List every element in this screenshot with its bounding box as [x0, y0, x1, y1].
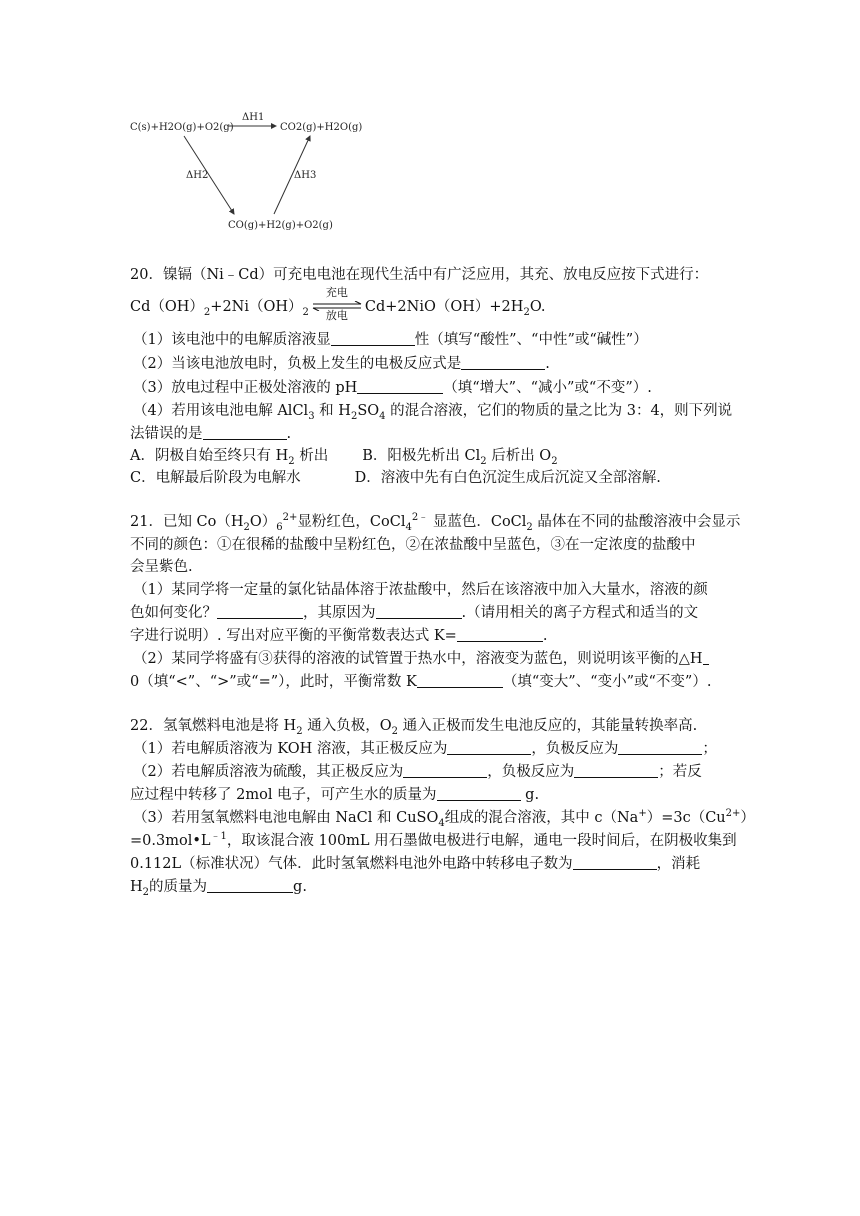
answer-blank[interactable] [703, 650, 709, 665]
q20-equation: $Cd(OH)_2+2Ni(OH)_2$ 充电 放电 $Cd+2NiO(OH)+2H_2O$. [130, 286, 546, 322]
answer-blank[interactable] [417, 673, 503, 688]
option-a[interactable]: A．阴极自始至终只有 $H_2$ 析出 [130, 448, 329, 467]
reversible-arrow-icon [311, 286, 363, 322]
q20-part4-cont: 法错误的是 . [130, 426, 292, 442]
answer-blank[interactable] [403, 763, 487, 778]
answer-blank[interactable] [203, 425, 287, 440]
q21-part1: （1）某同学将一定量的氯化钴晶体溶于浓盐酸中，然后在该溶液中加入大量水，溶液的颜 [133, 582, 708, 598]
q21-part2: （2）某同学将盛有③获得的溶液的试管置于热水中，溶液变为蓝色，则说明该平衡的△H [133, 649, 709, 669]
q21-part2-cont: 0（填“<”、“>”或“=”），此时，平衡常数 K （填“变大”、“变小”或“不变”）. [130, 674, 712, 690]
discharge-label: 放电 [325, 309, 348, 322]
enthalpy-cycle-diagram [128, 108, 368, 234]
q20-part4: （4）若用该电池电解 AlCl$_3$ 和 $H_2SO_4$ 的混合溶液，它们的物质的量之比为 3：4，则下列说 [133, 403, 733, 422]
intermediate-label: CO(g)+H2(g)+O2(g) [228, 220, 333, 231]
answer-blank[interactable] [207, 878, 293, 893]
q22-part1: （1）若电解质溶液为 KOH 溶液，其正极反应为 ，负极反应为 ； [133, 741, 717, 757]
answer-blank[interactable] [461, 355, 545, 370]
answer-blank[interactable] [376, 604, 462, 619]
dh2-label: ΔH2 [186, 170, 209, 181]
q22-part3-cont3: $H_2$的质量为 g. [130, 879, 307, 898]
dh3-label: ΔH3 [294, 170, 317, 181]
answer-blank[interactable] [217, 604, 303, 619]
option-d[interactable]: D．溶液中先有白色沉淀生成后沉淀又全部溶解. [354, 470, 661, 486]
q20-options-cd [130, 468, 661, 488]
answer-blank[interactable] [331, 331, 415, 346]
q21-stem: 21．已知 $Co(H_2O)_6^{2+}$显粉红色，CoCl$_4^{2﹣}$ 显蓝色．CoCl$_2$ 晶体在不同的盐酸溶液中会显示 [130, 512, 741, 533]
q20-part3: （3）放电过程中正极处溶液的 pH （填“增大”、“减小”或“不变”）. [133, 380, 652, 396]
q21-part1-cont2: 字进行说明）. 写出对应平衡的平衡常数表达式 K= . [130, 628, 548, 644]
option-b[interactable]: B．阳极先析出 $Cl_2$ 后析出 $O_2$ [362, 448, 558, 467]
answer-blank[interactable] [447, 740, 531, 755]
q20-stem: 20．镍镉（Ni﹣Cd）可充电电池在现代生活中有广泛应用，其充、放电反应按下式进行： [130, 267, 709, 283]
q22-part3-cont: $=0.3mol•L^{﹣1}$，取该混合液 100mL 用石墨做电极进行电解，通电一段时间后，在阴极收集到 [130, 831, 737, 849]
q22-stem: 22．氢氧燃料电池是将 $H_2$ 通入负极，$O_2$ 通入正极而发生电池反应的，其能量转换率高. [130, 718, 698, 737]
answer-blank[interactable] [437, 786, 521, 801]
charge-label: 充电 [325, 286, 348, 299]
dh1-label: ΔH1 [242, 112, 265, 123]
answer-blank[interactable] [573, 855, 657, 870]
q22-part3: （3）若用氢氧燃料电池电解由 NaCl 和 CuSO$_4$组成的混合溶液，其中 $c(Na^+)=3c(Cu^{2+})$ [133, 808, 755, 829]
q22-part2-cont: 应过程中转移了 2mol 电子，可产生水的质量为 g. [130, 787, 540, 803]
q21-part1-cont: 色如何变化？ ，其原因为 .（请用相关的离子方程式和适当的文 [130, 605, 699, 621]
q21-stem-3: 会呈紫色. [130, 559, 193, 575]
reactant-label: C(s)+H2O(g)+O2(g) [130, 122, 234, 133]
q20-part1: （1）该电池中的电解质溶液显 性（填写“酸性”、“中性”或“碱性”） [133, 332, 648, 348]
answer-blank[interactable] [357, 379, 443, 394]
q20-part2: （2）当该电池放电时，负极上发生的电极反应式是 . [133, 356, 550, 372]
answer-blank[interactable] [618, 740, 702, 755]
answer-blank[interactable] [457, 627, 543, 642]
q22-part2: （2）若电解质溶液为硫酸，其正极反应为 ，负极反应为 ；若反 [133, 764, 702, 780]
answer-blank[interactable] [574, 763, 658, 778]
q21-stem-2: 不同的颜色：①在很稀的盐酸中呈粉红色，②在浓盐酸中呈蓝色，③在一定浓度的盐酸中 [130, 537, 696, 553]
option-c[interactable]: C．电解最后阶段为电解水 [130, 470, 301, 486]
product-label: CO2(g)+H2O(g) [280, 122, 363, 133]
q22-part3-cont2: 0.112L（标准状况）气体．此时氢氧燃料电池外电路中转移电子数为 ，消耗 [130, 856, 701, 872]
q20-options-ab [130, 446, 558, 466]
